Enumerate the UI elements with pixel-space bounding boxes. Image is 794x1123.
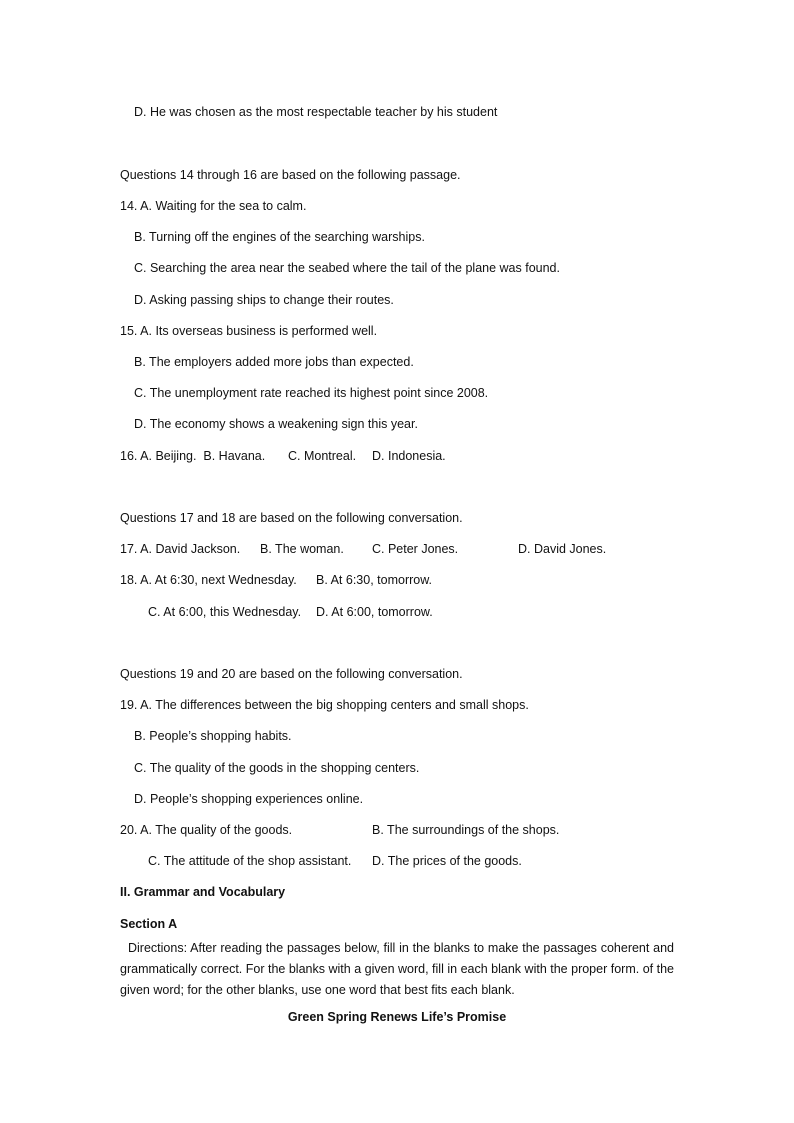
section-heading: II. Grammar and Vocabulary xyxy=(120,885,286,899)
subsection-heading: Section A xyxy=(120,917,178,931)
q17-option-d: D. David Jones. xyxy=(518,542,607,556)
q18-option-b: B. At 6:30, tomorrow. xyxy=(316,573,433,587)
q15-option-d: D. The economy shows a weakening sign this year. xyxy=(134,417,418,431)
conv-19-20-intro: Questions 19 and 20 are based on the following conversation. xyxy=(120,667,463,681)
q14-option-a: 14. A. Waiting for the sea to calm. xyxy=(120,199,307,213)
q20-option-a: 20. A. The quality of the goods. xyxy=(120,823,293,837)
q15-option-c: C. The unemployment rate reached its highest point since 2008. xyxy=(134,386,489,400)
q16-option-d: D. Indonesia. xyxy=(372,449,446,463)
q15-option-a: 15. A. Its overseas business is performed well. xyxy=(120,324,378,338)
q14-option-d: D. Asking passing ships to change their routes. xyxy=(134,293,394,307)
q14-option-b: B. Turning off the engines of the searching warships. xyxy=(134,230,425,244)
q19-option-b: B. People’s shopping habits. xyxy=(134,729,292,743)
q19-option-a: 19. A. The differences between the big shopping centers and small shops. xyxy=(120,698,529,712)
passage-title: Green Spring Renews Life’s Promise xyxy=(287,1010,507,1024)
q18-option-d: D. At 6:00, tomorrow. xyxy=(316,605,433,619)
q15-option-b: B. The employers added more jobs than expected. xyxy=(134,355,414,369)
q20-option-c: C. The attitude of the shop assistant. xyxy=(148,854,352,868)
prev-option-d: D. He was chosen as the most respectable teacher by his student xyxy=(134,105,498,119)
q18-option-c: C. At 6:00, this Wednesday. xyxy=(148,605,302,619)
q17-option-a: 17. A. David Jackson. xyxy=(120,542,241,556)
q16-option-ab: 16. A. Beijing. B. Havana. xyxy=(120,449,266,463)
q20-option-d: D. The prices of the goods. xyxy=(372,854,522,868)
passage-14-16-intro: Questions 14 through 16 are based on the following passage. xyxy=(120,168,461,182)
q16-option-c: C. Montreal. xyxy=(288,449,357,463)
q18-option-a: 18. A. At 6:30, next Wednesday. xyxy=(120,573,297,587)
q20-option-b: B. The surroundings of the shops. xyxy=(372,823,560,837)
q17-option-c: C. Peter Jones. xyxy=(372,542,459,556)
q14-option-c: C. Searching the area near the seabed where the tail of the plane was found. xyxy=(134,261,560,275)
q19-option-d: D. People’s shopping experiences online. xyxy=(134,792,364,806)
conv-17-18-intro: Questions 17 and 18 are based on the following conversation. xyxy=(120,511,463,525)
q17-option-b: B. The woman. xyxy=(260,542,344,556)
q19-option-c: C. The quality of the goods in the shopping centers. xyxy=(134,761,420,775)
directions-paragraph: Directions: After reading the passages below, fill in the blanks to make the passages coherent and grammatically correct. For the blanks with a given word, fill in each blank with the proper form. of the given word; for the other blanks, use one word that best fits each blank. xyxy=(120,941,674,997)
